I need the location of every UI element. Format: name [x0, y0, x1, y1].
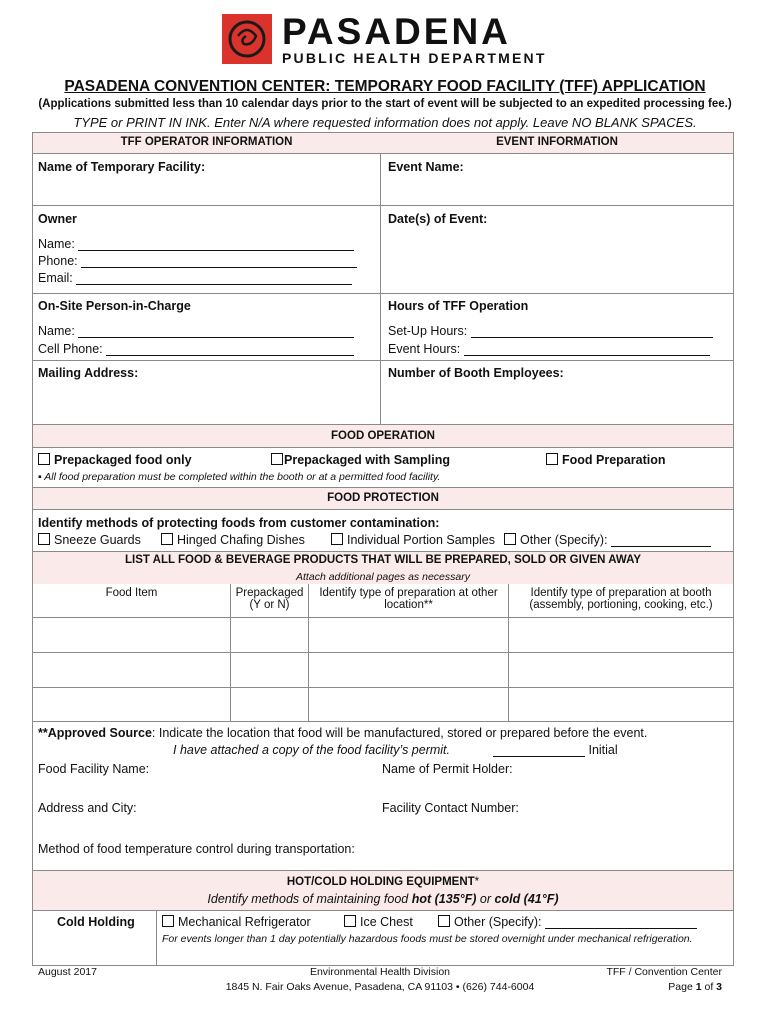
- products-note: Attach additional pages as necessary: [296, 571, 470, 583]
- opt-prepackaged[interactable]: Prepackaged food only: [38, 453, 192, 467]
- instructions: TYPE or PRINT IN INK. Enter N/A where requested information does not apply. Leave NO BLANK SPACES.: [73, 115, 697, 130]
- event-dates-label: Date(s) of Event:: [388, 212, 488, 226]
- booth-employees-label: Number of Booth Employees:: [388, 366, 564, 380]
- col-prepackaged: Prepackaged (Y or N): [235, 587, 304, 611]
- hours-label: Hours of TFF Operation: [388, 299, 529, 313]
- holding-subtitle: Identify methods of maintaining food hot (135°F) or cold (41°F): [207, 892, 559, 906]
- footer-form-name: TFF / Convention Center: [606, 966, 722, 978]
- checkbox[interactable]: [38, 453, 50, 465]
- food-operation-note: ▪ All food preparation must be completed within the booth or at a permitted food facility.: [38, 471, 441, 483]
- opt-sneeze-guards[interactable]: Sneeze Guards: [38, 533, 141, 547]
- food-protection-header: FOOD PROTECTION: [327, 492, 439, 504]
- owner-name-field[interactable]: Name:: [38, 237, 354, 251]
- checkbox[interactable]: [271, 453, 283, 465]
- col-other-location: Identify type of preparation at other location**: [319, 587, 498, 611]
- owner-label: Owner: [38, 212, 77, 226]
- footer-address: 1845 N. Fair Oaks Avenue, Pasadena, CA 91103 • (626) 744-6004: [225, 981, 535, 993]
- opt-mech-refrigerator[interactable]: Mechanical Refrigerator: [162, 915, 311, 929]
- opt-holding-other[interactable]: Other (Specify):: [438, 915, 697, 929]
- food-operation-header: FOOD OPERATION: [331, 430, 435, 442]
- event-header: EVENT INFORMATION: [496, 136, 618, 148]
- operator-header: TFF OPERATOR INFORMATION: [120, 136, 293, 148]
- opt-portion-samples[interactable]: Individual Portion Samples: [331, 533, 495, 547]
- opt-preparation[interactable]: Food Preparation: [546, 453, 665, 467]
- holding-header: HOT/COLD HOLDING EQUIPMENT*: [286, 876, 480, 888]
- opt-ice-chest[interactable]: Ice Chest: [344, 915, 413, 929]
- checkbox[interactable]: [344, 915, 356, 927]
- page-title: PASADENA CONVENTION CENTER: TEMPORARY FOOD FACILITY (TFF) APPLICATION: [64, 78, 706, 95]
- checkbox[interactable]: [38, 533, 50, 545]
- owner-email-field[interactable]: Email:: [38, 271, 352, 285]
- initial-field[interactable]: Initial: [493, 743, 618, 757]
- facility-name-label: Name of Temporary Facility:: [38, 160, 206, 174]
- checkbox[interactable]: [161, 533, 173, 545]
- footer-date: August 2017: [38, 966, 97, 978]
- footer-page-number: Page 1 of 3: [668, 981, 722, 993]
- opt-sampling[interactable]: Prepackaged with Sampling: [271, 453, 450, 467]
- event-hours-field[interactable]: Event Hours:: [388, 342, 710, 356]
- checkbox[interactable]: [162, 915, 174, 927]
- approved-source-text: **Approved Source: Indicate the location that food will be manufactured, stored or prepared before the event.: [38, 726, 648, 740]
- logo-rose-icon: [222, 14, 272, 64]
- footer-division: Environmental Health Division: [309, 966, 451, 978]
- pic-name-field[interactable]: Name:: [38, 324, 354, 338]
- protection-prompt: Identify methods of protecting foods from customer contamination:: [38, 516, 440, 530]
- products-header: LIST ALL FOOD & BEVERAGE PRODUCTS THAT WILL BE PREPARED, SOLD OR GIVEN AWAY: [124, 554, 642, 566]
- col-food-item: Food Item: [105, 587, 158, 599]
- checkbox[interactable]: [331, 533, 343, 545]
- mailing-address-label: Mailing Address:: [38, 366, 139, 380]
- cold-holding-label: Cold Holding: [57, 915, 135, 929]
- owner-phone-field[interactable]: Phone:: [38, 254, 357, 268]
- pic-label: On-Site Person-in-Charge: [38, 299, 191, 313]
- checkbox[interactable]: [504, 533, 516, 545]
- food-facility-name-label: Food Facility Name:: [38, 762, 150, 776]
- checkbox[interactable]: [438, 915, 450, 927]
- logo-subtitle: PUBLIC HEALTH DEPARTMENT: [282, 50, 547, 66]
- address-city-label: Address and City:: [38, 801, 137, 815]
- col-booth-preparation: Identify type of preparation at booth (assembly, portioning, cooking, etc.): [529, 587, 713, 611]
- event-name-label: Event Name:: [388, 160, 464, 174]
- pic-cell-field[interactable]: Cell Phone:: [38, 342, 354, 356]
- setup-hours-field[interactable]: Set-Up Hours:: [388, 324, 713, 338]
- checkbox[interactable]: [546, 453, 558, 465]
- logo-title: PASADENA: [282, 11, 511, 52]
- transport-method-label: Method of food temperature control during transportation:: [38, 842, 355, 856]
- facility-contact-label: Facility Contact Number:: [382, 801, 519, 815]
- permit-holder-label: Name of Permit Holder:: [382, 762, 513, 776]
- permit-attached-note: I have attached a copy of the food facility’s permit.: [173, 743, 451, 757]
- opt-chafing-dishes[interactable]: Hinged Chafing Dishes: [161, 533, 305, 547]
- page-subtitle: (Applications submitted less than 10 calendar days prior to the start of event will be subjected to an expedited processing fee.): [38, 98, 732, 110]
- holding-note: For events longer than 1 day potentially hazardous foods must be stored overnight under mechanical refrigeration.: [162, 933, 693, 945]
- opt-protection-other[interactable]: Other (Specify):: [504, 533, 711, 547]
